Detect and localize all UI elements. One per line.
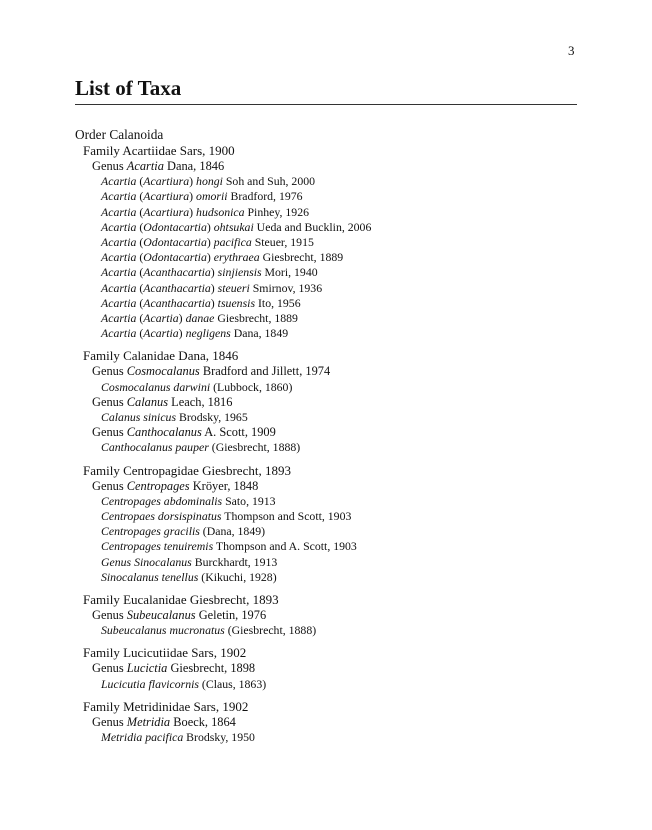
taxon-text: ( xyxy=(136,219,144,234)
species-entry xyxy=(75,730,595,745)
family-block xyxy=(75,645,595,691)
taxon-text: Soh and Suh, 2000 xyxy=(222,174,316,189)
taxon-text: ) xyxy=(206,219,214,234)
species-entry xyxy=(75,281,595,296)
page-title: List of Taxa xyxy=(75,76,577,105)
taxon-text: (Giesbrecht, 1888) xyxy=(208,440,301,455)
taxon-name: Acartia xyxy=(101,295,137,310)
taxon-name: Cosmocalanus xyxy=(126,364,200,379)
taxon-name: ohtsukai xyxy=(213,219,254,234)
taxa-list xyxy=(75,127,595,745)
taxon-name: sinjiensis xyxy=(217,265,262,280)
taxon-name: Acartia xyxy=(101,326,137,341)
taxon-name: Genus Sinocalanus xyxy=(101,554,192,569)
taxon-name: Centropaes dorsispinatus xyxy=(101,509,222,524)
genus-entry xyxy=(75,364,595,379)
taxon-text: ( xyxy=(136,326,144,341)
taxon-text: Giesbrecht, 1889 xyxy=(214,311,298,326)
taxon-text: Thompson and A. Scott, 1903 xyxy=(213,539,357,554)
species-entry xyxy=(75,555,595,570)
taxon-name: Lucictia xyxy=(126,661,168,676)
species-entry xyxy=(75,205,595,220)
family-heading: Family Centropagidae Giesbrecht, 1893 xyxy=(83,462,291,478)
taxon-text: ) xyxy=(210,295,218,310)
genus-entry xyxy=(75,395,595,410)
taxon-text: ( xyxy=(136,280,144,295)
taxon-name: danae xyxy=(185,311,215,326)
species-entry xyxy=(75,189,595,204)
taxon-text: (Giesbrecht, 1888) xyxy=(224,623,317,638)
taxon-name: erythraea xyxy=(213,250,260,265)
taxon-name: Centropages abdominalis xyxy=(101,493,223,508)
taxon-text: Dana, 1846 xyxy=(163,159,225,173)
taxon-text: ( xyxy=(136,250,144,265)
taxon-text: Brodsky, 1950 xyxy=(183,730,255,745)
family-heading: Family Lucicutiidae Sars, 1902 xyxy=(83,645,247,661)
species-entry xyxy=(75,677,595,692)
order-heading: Order Calanoida xyxy=(75,127,164,142)
species-entry xyxy=(75,524,595,539)
family-heading: Family Metridinidae Sars, 1902 xyxy=(83,698,249,714)
species-entry xyxy=(75,380,595,395)
taxon-name: Acartiura xyxy=(143,174,190,189)
taxon-name: Acartia xyxy=(143,311,179,326)
taxon-text: ) xyxy=(189,174,197,189)
taxon-name: Acartia xyxy=(101,311,137,326)
taxon-text: Genus xyxy=(92,478,127,493)
taxon-name: Canthocalanus xyxy=(126,425,202,440)
taxon-text: ) xyxy=(189,204,197,219)
taxon-text: ) xyxy=(206,235,214,250)
taxon-name: Odontacartia xyxy=(143,250,207,265)
genus-entry xyxy=(75,715,595,730)
taxon-text: ( xyxy=(136,265,144,280)
taxon-name: Centropages gracilis xyxy=(101,524,200,539)
taxon-text: Genus xyxy=(92,364,127,379)
family-heading: Family Acartiidae Sars, 1900 xyxy=(83,143,235,158)
taxon-text: Pinhey, 1926 xyxy=(244,204,309,219)
taxon-name: Acartiura xyxy=(143,189,190,204)
taxon-name: Acartia xyxy=(101,219,137,234)
taxon-name: Centropages tenuiremis xyxy=(101,539,214,554)
taxon-text: Genus xyxy=(92,608,127,623)
taxon-text: Kröyer, 1848 xyxy=(189,478,259,493)
taxon-text: ) xyxy=(206,250,214,265)
taxon-name: Acartia xyxy=(101,265,137,280)
family-block xyxy=(75,463,595,585)
taxon-text: (Dana, 1849) xyxy=(199,524,266,539)
taxon-text: Ito, 1956 xyxy=(255,295,301,310)
taxon-name: Acanthacartia xyxy=(143,265,211,280)
taxon-name: Acartia xyxy=(143,326,179,341)
taxon-text: ( xyxy=(136,311,144,326)
taxon-text: Geletin, 1976 xyxy=(195,608,267,623)
taxon-text: A. Scott, 1909 xyxy=(201,425,276,440)
family-heading: Family Eucalanidae Giesbrecht, 1893 xyxy=(83,592,279,608)
genus-entry xyxy=(75,661,595,676)
taxon-name: Acartiura xyxy=(143,204,190,219)
taxon-name: Subeucalanus xyxy=(126,608,196,623)
family-heading: Family Calanidae Dana, 1846 xyxy=(83,348,239,364)
taxon-text: ) xyxy=(189,189,197,204)
taxon-text: Genus xyxy=(92,394,127,409)
taxon-name: negligens xyxy=(185,326,231,341)
taxon-name: Centropages xyxy=(126,478,190,493)
taxon-name: pacifica xyxy=(213,235,252,250)
taxon-text: Smirnov, 1936 xyxy=(249,280,323,295)
taxon-text: Giesbrecht, 1898 xyxy=(167,661,256,676)
species-entry xyxy=(75,250,595,265)
taxon-text: (Claus, 1863) xyxy=(198,676,267,691)
taxon-name: Acartia xyxy=(101,250,137,265)
species-entry xyxy=(75,623,595,638)
species-entry xyxy=(75,174,595,189)
family-block xyxy=(75,348,595,455)
taxon-text: Dana, 1849 xyxy=(230,326,289,341)
taxon-name: tsuensis xyxy=(217,295,256,310)
taxon-name: omorii xyxy=(196,189,228,204)
family-block xyxy=(75,699,595,745)
taxon-name: Acartia xyxy=(101,174,137,189)
species-entry xyxy=(75,326,595,341)
taxon-text: ( xyxy=(136,174,144,189)
genus-entry xyxy=(75,608,595,623)
taxon-text: ( xyxy=(136,204,144,219)
species-entry xyxy=(75,539,595,554)
species-entry xyxy=(75,265,595,280)
taxon-text: ) xyxy=(210,280,218,295)
taxon-name: Canthocalanus pauper xyxy=(101,440,209,455)
taxon-text: Giesbrecht, 1889 xyxy=(259,250,344,265)
page-number: 3 xyxy=(568,43,575,58)
taxon-text: ) xyxy=(210,265,218,280)
taxon-name: Odontacartia xyxy=(143,219,207,234)
taxon-text: Ueda and Bucklin, 2006 xyxy=(253,219,372,234)
taxon-name: Acartia xyxy=(101,204,137,219)
taxon-text: Genus xyxy=(92,159,127,173)
taxon-name: Calanus xyxy=(126,394,169,409)
taxon-text: Brodsky, 1965 xyxy=(176,410,248,425)
taxon-text: Mori, 1940 xyxy=(261,265,318,280)
taxon-name: hudsonica xyxy=(196,204,245,219)
taxon-text: ) xyxy=(178,311,186,326)
taxon-text: ( xyxy=(136,235,144,250)
taxon-name: Metridia pacifica xyxy=(101,730,184,745)
taxon-text: ( xyxy=(136,295,144,310)
species-entry xyxy=(75,235,595,250)
taxon-name: hongi xyxy=(196,174,223,189)
taxon-name: Acartia xyxy=(101,189,137,204)
family-block xyxy=(75,143,595,341)
species-entry xyxy=(75,494,595,509)
taxon-text: (Lubbock, 1860) xyxy=(210,379,293,394)
taxon-name: Acanthacartia xyxy=(143,280,211,295)
taxon-text: (Kikuchi, 1928) xyxy=(198,569,277,584)
taxon-text: Genus xyxy=(92,714,127,729)
species-entry xyxy=(75,296,595,311)
taxon-text: ) xyxy=(178,326,186,341)
taxon-name: Subeucalanus mucronatus xyxy=(101,623,225,638)
taxon-text: Burckhardt, 1913 xyxy=(191,554,278,569)
family-list xyxy=(75,143,595,745)
taxon-name: Lucicutia flavicornis xyxy=(101,676,199,691)
taxon-text: Boeck, 1864 xyxy=(170,714,236,729)
genus-entry xyxy=(75,159,595,174)
species-entry xyxy=(75,220,595,235)
species-entry xyxy=(75,440,595,455)
genus-entry xyxy=(75,425,595,440)
taxon-text: Genus xyxy=(92,661,127,676)
taxon-text: Sato, 1913 xyxy=(222,493,276,508)
species-entry xyxy=(75,410,595,425)
taxon-text: Bradford and Jillett, 1974 xyxy=(199,364,331,379)
taxon-text: ( xyxy=(136,189,144,204)
species-entry xyxy=(75,509,595,524)
taxon-name: Cosmocalanus darwini xyxy=(101,379,211,394)
taxon-text: Leach, 1816 xyxy=(168,394,233,409)
taxon-name: Metridia xyxy=(126,714,171,729)
taxon-name: Acartia xyxy=(126,159,164,173)
family-block xyxy=(75,592,595,638)
genus-entry xyxy=(75,479,595,494)
taxon-name: Acartia xyxy=(101,280,137,295)
taxon-name: Odontacartia xyxy=(143,235,207,250)
species-entry xyxy=(75,570,595,585)
taxon-text: Steuer, 1915 xyxy=(251,235,314,250)
taxon-name: Sinocalanus tenellus xyxy=(101,569,199,584)
taxon-name: Acanthacartia xyxy=(143,295,211,310)
taxon-text: Thompson and Scott, 1903 xyxy=(221,509,352,524)
taxon-name: Calanus sinicus xyxy=(101,410,177,425)
taxon-text: Bradford, 1976 xyxy=(227,189,303,204)
taxon-name: Acartia xyxy=(101,235,137,250)
species-entry xyxy=(75,311,595,326)
taxon-text: Genus xyxy=(92,425,127,440)
taxon-name: steueri xyxy=(217,280,250,295)
